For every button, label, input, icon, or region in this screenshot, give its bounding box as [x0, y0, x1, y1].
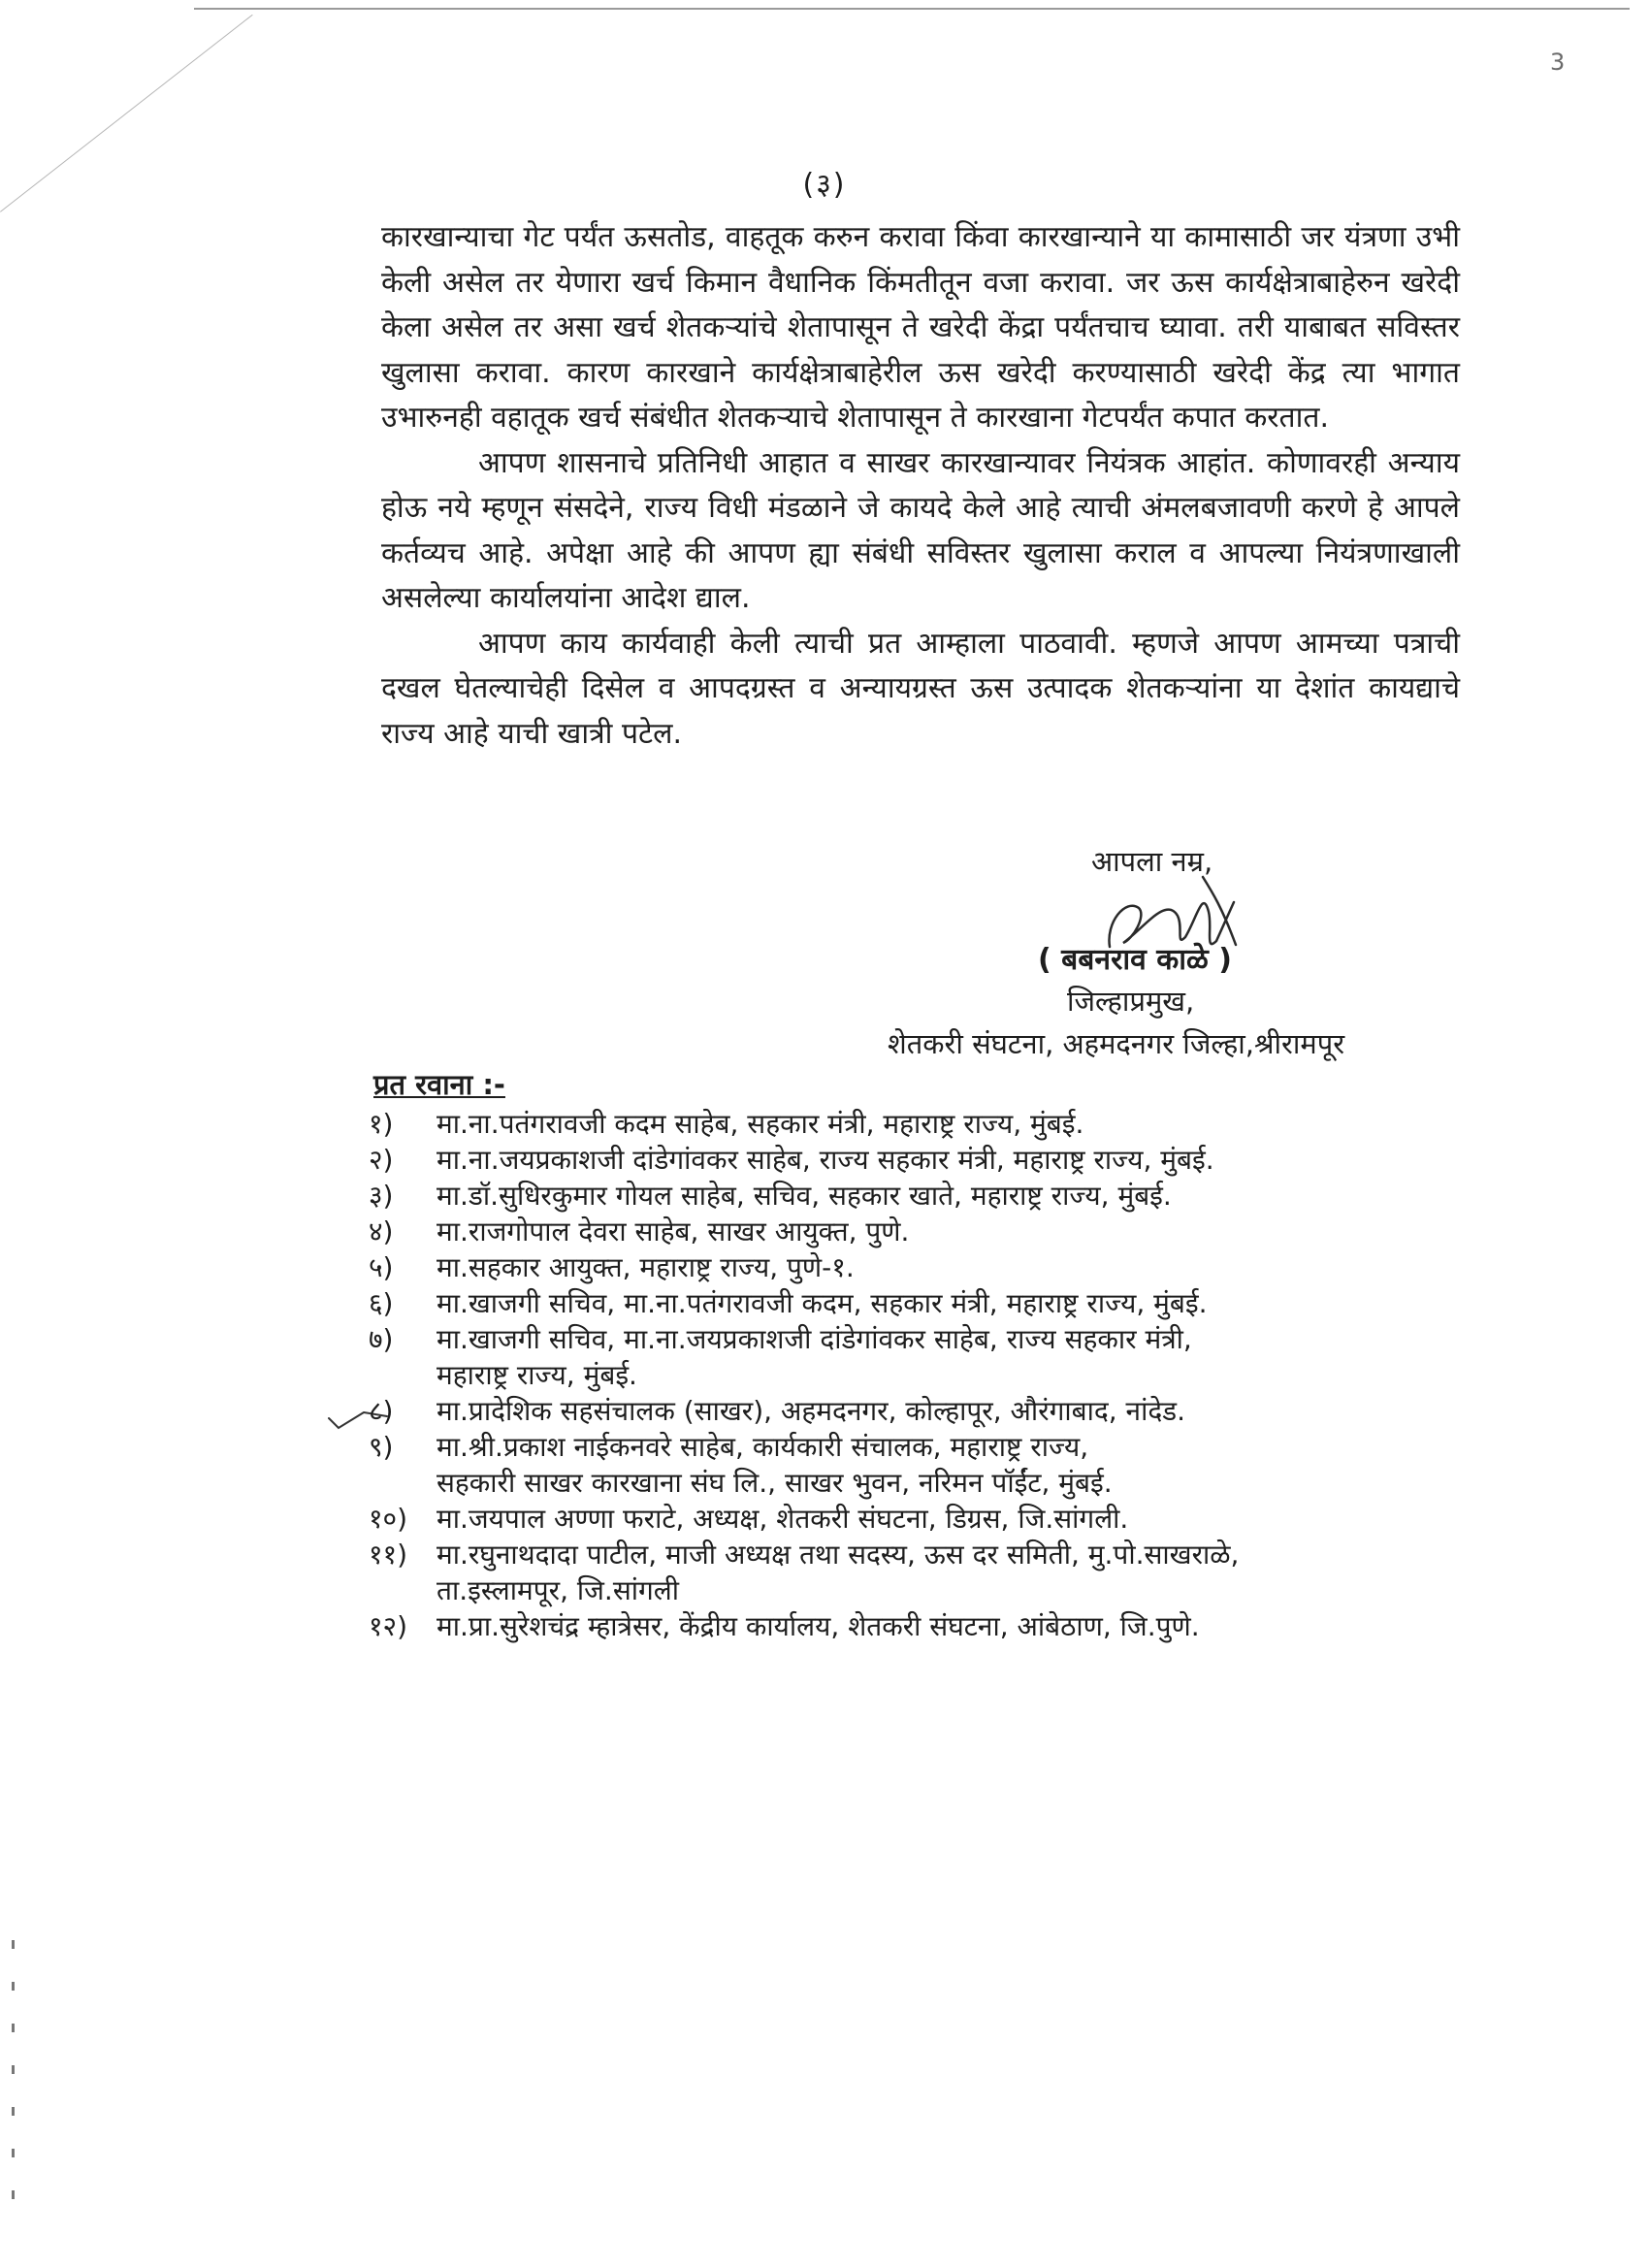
closing-salutation: आपला नम्र,: [1091, 845, 1213, 878]
copy-recipient: १२) मा.प्रा.सुरेशचंद्र म्हात्रेसर, केंद्रीय कार्यालय, शेतकरी संघटना, आंबेठाण, जि.पुणे.: [369, 1610, 1200, 1642]
binding-hole-marks: [12, 1940, 19, 2231]
body-paragraph-2: आपण शासनाचे प्रतिनिधी आहात व साखर कारखान्यावर नियंत्रक आहांत. कोणावरही अन्याय होऊ नये म्हणून संसदेने, राज्य विधी मंडळाने जे कायदे केले आहे त्याची अंमलबजावणी करणे हे आपले कर्तव्यच आहे. अपेक्षा आहे की आपण ह्या संबंधी सविस्तर खुलासा कराल व आपल्या नियंत्रणाखाली असलेल्या कार्यालयांना आदेश द्याल.: [381, 445, 1460, 615]
body-paragraph-3: आपण काय कार्यवाही केली त्याची प्रत आम्हाला पाठवावी. म्हणजे आपण आमच्या पत्राची दखल घेतल्याचेही दिसेल व आपदग्रस्त व अन्यायग्रस्त ऊस उत्पादक शेतकऱ्यांना या देशांत कायद्याचे राज्य आहे याची खात्री पटेल.: [381, 626, 1460, 751]
copy-recipient: ११) मा.रघुनाथदादा पाटील, माजी अध्यक्ष तथा सदस्य, ऊस दर समिती, मु.पो.साखराळे, ता.इस्लामपूर, जि.सांगली: [369, 1539, 1240, 1606]
signatory-designation: जिल्हाप्रमुख,: [1067, 985, 1195, 1018]
signatory-name: ( बबनराव काळे ): [1038, 943, 1232, 977]
copy-recipient: ४) मा.राजगोपाल देवरा साहेब, साखर आयुक्त, पुणे.: [369, 1215, 910, 1247]
signatory-organization: शेतकरी संघटना, अहमदनगर जिल्हा,श्रीरामपूर: [888, 1027, 1345, 1060]
corner-page-mark: 3: [1550, 49, 1566, 76]
copy-recipient: २) मा.ना.जयप्रकाशजी दांडेगांवकर साहेब, राज्य सहकार मंत्री, महाराष्ट्र राज्य, मुंबई.: [369, 1144, 1214, 1176]
copies-list: [369, 1106, 1465, 1644]
copy-recipient: ७) मा.खाजगी सचिव, मा.ना.जयप्रकाशजी दांडेगांवकर साहेब, राज्य सहकार मंत्री, महाराष्ट्र राज्य, मुंबई.: [369, 1323, 1192, 1391]
body-paragraph-1: कारखान्याचा गेट पर्यंत ऊसतोड, वाहतूक करुन करावा किंवा कारखान्याने या कामासाठी जर यंत्रणा उभी केली असेल तर येणारा खर्च किमान वैधानिक किंमतीतून वजा करावा. जर ऊस कार्यक्षेत्राबाहेरुन खरेदी केला असेल तर असा खर्च शेतकऱ्यांचे शेतापासून ते खरेदी केंद्रा पर्यंतचाच घ्यावा. तरी याबाबत सविस्तर खुलासा करावा. कारण कारखाने कार्यक्षेत्राबाहेरील ऊस खरेदी करण्यासाठी खरेदी केंद्र त्या भागात उभारुनही वहातूक खर्च संबंधीत शेतकऱ्याचे शेतापासून ते कारखाना गेटपर्यंत कपात करतात.: [381, 220, 1460, 435]
letter-body: [381, 215, 1460, 757]
scan-edge-top: [194, 8, 1630, 10]
copy-recipient: ५) मा.सहकार आयुक्त, महाराष्ट्र राज्य, पुणे-१.: [369, 1251, 855, 1283]
copy-recipient: १०) मा.जयपाल अण्णा फराटे, अध्यक्ष, शेतकरी संघटना, डिग्रस, जि.सांगली.: [369, 1503, 1129, 1535]
signature-block: [888, 842, 1484, 1067]
handwritten-signature: [1088, 869, 1273, 966]
page-number: (३): [802, 168, 847, 202]
copies-heading: प्रत रवाना :-: [373, 1068, 505, 1101]
copy-recipient: ८) मा.प्रादेशिक सहसंचालक (साखर), अहमदनगर, कोल्हापूर, औरंगाबाद, नांदेड.: [369, 1395, 1186, 1427]
copy-recipient: १) मा.ना.पतंगरावजी कदम साहेब, सहकार मंत्री, महाराष्ट्र राज्य, मुंबई.: [369, 1108, 1084, 1140]
copy-recipient: ६) मा.खाजगी सचिव, मा.ना.पतंगरावजी कदम, सहकार मंत्री, महाराष्ट्र राज्य, मुंबई.: [369, 1287, 1208, 1319]
copy-recipient: ९) मा.श्री.प्रकाश नाईकनवरे साहेब, कार्यकारी संचालक, महाराष्ट्र राज्य, सहकारी साखर कारखाना संघ लि., साखर भुवन, नरिमन पॉईंट, मुंबई.: [369, 1431, 1113, 1499]
copy-recipient: ३) मा.डॉ.सुधिरकुमार गोयल साहेब, सचिव, सहकार खाते, महाराष्ट्र राज्य, मुंबई.: [369, 1180, 1172, 1212]
